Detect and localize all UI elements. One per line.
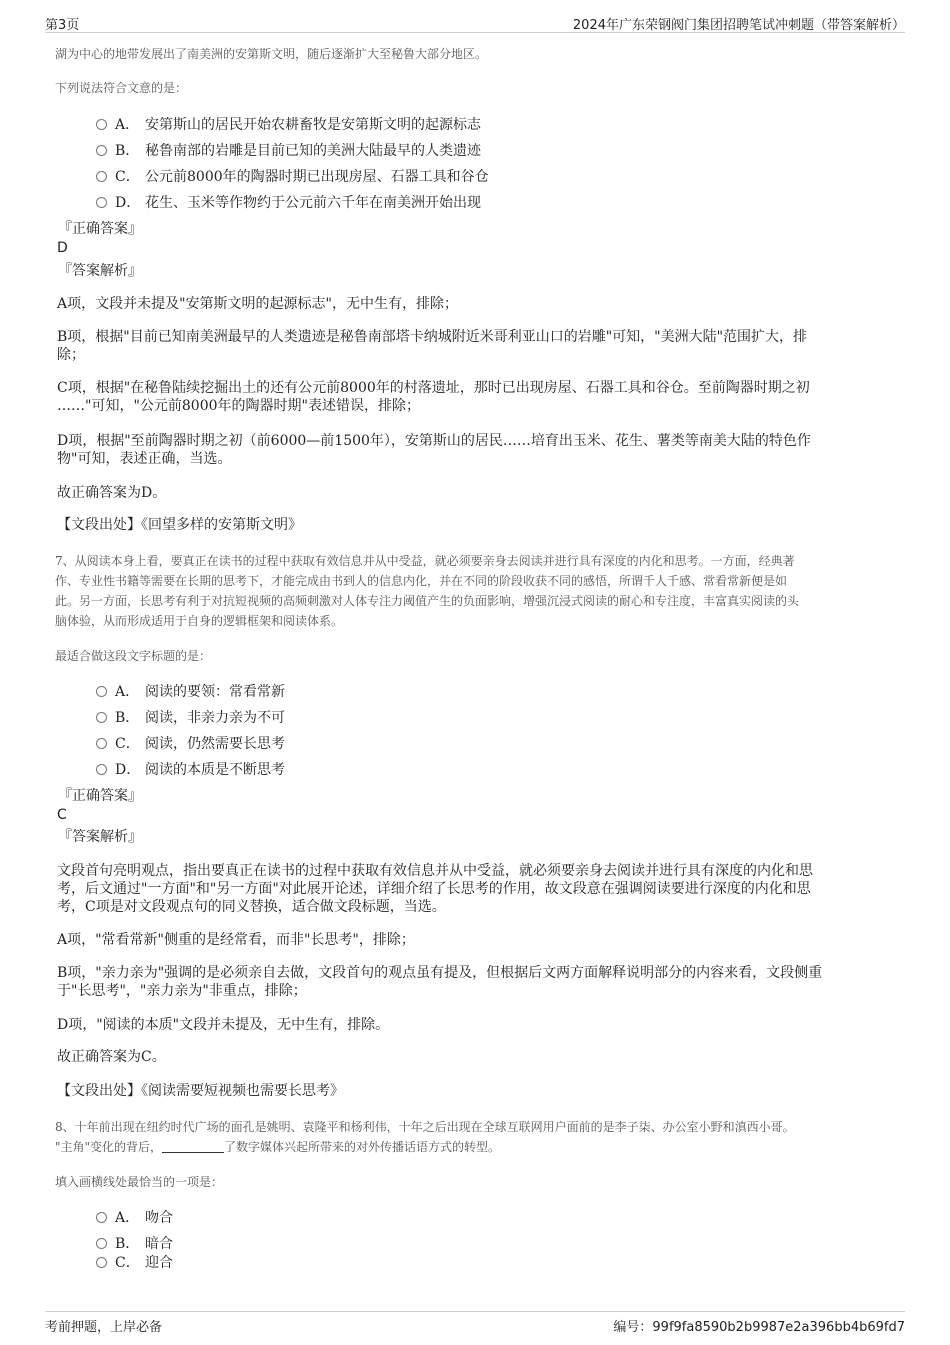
q6-analysis-b-line2: 除； [57, 347, 85, 363]
q7-option-a[interactable]: A． 阅读的要领：常看常新 [96, 681, 285, 701]
q6-passage-tail: 湖为中心的地带发展出了南美洲的安第斯文明，随后逐渐扩大至秘鲁大部分地区。 [55, 47, 488, 61]
radio-icon[interactable] [96, 712, 107, 723]
footer-slogan: 考前押题，上岸必备 [45, 1320, 163, 1335]
q8-passage-line2: "主角"变化的背后， 了数字媒体兴起所带来的对外传播话语方式的转型。 [55, 1140, 501, 1154]
q6-analysis-c-line2: ……"可知，"公元前8000年的陶器时期"表述错误，排除； [57, 398, 420, 414]
q7-passage-line3: 此。另一方面，长思考有利于对抗短视频的高频刺激对人体专注力阈值产生的负面影响，增强沉浸式阅读的耐心和专注度，丰富真实阅读的头 [55, 594, 800, 608]
q6-analysis-b-line1: B项，根据"目前已知南美洲最早的人类遗迹是秘鲁南部塔卡纳城附近米哥利亚山口的岩雕"可知，"美洲大陆"范围扩大，排 [57, 329, 808, 345]
q8-option-c[interactable]: C． 迎合 [96, 1252, 173, 1272]
radio-icon[interactable] [96, 686, 107, 697]
q6-analysis-d-line1: D项，根据"至前陶器时期之初（前6000—前1500年），安第斯山的居民……培育出玉米、花生、薯类等南美大陆的特色作 [57, 433, 811, 449]
q7-passage-line4: 脑体验，从而形成适用于自身的逻辑框架和阅读体系。 [55, 614, 344, 628]
q6-option-c[interactable]: C． 公元前8000年的陶器时期已出现房屋、石器工具和谷仓 [96, 166, 489, 186]
q6-option-d[interactable]: D． 花生、玉米等作物约于公元前六千年在南美洲开始出现 [96, 192, 481, 212]
q7-analysis-b-line1: B项，"亲力亲为"强调的是必须亲自去做，文段首句的观点虽有提及，但根据后文两方面解释说明部分的内容来看，文段侧重 [57, 965, 823, 981]
q7-analysis-a: A项，"常看常新"侧重的是经常看，而非"长思考"，排除； [57, 932, 415, 948]
q6-conclusion: 故正确答案为D。 [57, 485, 167, 501]
page-footer [45, 1311, 905, 1334]
q6-source: 【文段出处】《回望多样的安第斯文明》 [57, 517, 302, 533]
radio-icon[interactable] [96, 1257, 107, 1268]
q7-option-c[interactable]: C． 阅读，仍然需要长思考 [96, 733, 285, 753]
q7-conclusion: 故正确答案为C。 [57, 1049, 166, 1065]
q8-prompt: 填入画横线处最恰当的一项是： [55, 1175, 224, 1189]
q6-option-a[interactable]: A． 安第斯山的居民开始农耕畜牧是安第斯文明的起源标志 [96, 114, 481, 134]
radio-icon[interactable] [96, 764, 107, 775]
radio-icon[interactable] [96, 119, 107, 130]
document-code: 编号：99f9fa8590b2b9987e2a396bb4b69fd7 [613, 1320, 905, 1335]
q7-source: 【文段出处】《阅读需要短视频也需要长思考》 [57, 1083, 344, 1099]
fill-blank [162, 1140, 224, 1153]
document-title: 2024年广东荣钢阀门集团招聘笔试冲刺题（带答案解析） [572, 18, 905, 33]
q7-passage-line1: 7、从阅读本身上看，要真正在读书的过程中获取有效信息并从中受益，就必须要亲身去阅读并进行具有深度的内化和思考。一方面，经典著 [55, 554, 795, 568]
q7-analysis-b-line2: 于"长思考"，"亲力亲为"非重点，排除； [57, 983, 307, 999]
radio-icon[interactable] [96, 171, 107, 182]
q8-option-a[interactable]: A． 吻合 [96, 1207, 173, 1227]
page-number: 第3页 [45, 18, 80, 33]
radio-icon[interactable] [96, 1238, 107, 1249]
q6-answer: D [57, 240, 68, 256]
q7-analysis-line2: 考，后文通过"一方面"和"另一方面"对此展开论述，详细介绍了长思考的作用，故文段意在强调阅读要进行深度的内化和思 [57, 881, 811, 897]
page-header [45, 14, 905, 33]
q8-option-b[interactable]: B． 暗合 [96, 1233, 173, 1253]
radio-icon[interactable] [96, 197, 107, 208]
q7-option-b[interactable]: B． 阅读，非亲力亲为不可 [96, 707, 285, 727]
q7-answer: C [57, 807, 67, 823]
q7-passage-line2: 作、专业性书籍等需要在长期的思考下，才能完成由书到人的信息内化，并在不同的阶段收获不同的感悟，所谓千人千感、常看常新便是如 [55, 574, 788, 588]
q6-answer-heading: 『正确答案』 [58, 221, 142, 237]
q6-analysis-d-line2: 物"可知，表述正确，当选。 [57, 451, 232, 467]
q6-prompt: 下列说法符合文意的是： [55, 81, 188, 95]
radio-icon[interactable] [96, 738, 107, 749]
q6-option-b[interactable]: B． 秘鲁南部的岩雕是目前已知的美洲大陆最早的人类遗迹 [96, 140, 481, 160]
q7-prompt: 最适合做这段文字标题的是： [55, 649, 212, 663]
q6-analysis-c-line1: C项，根据"在秘鲁陆续挖掘出土的还有公元前8000年的村落遗址，那时已出现房屋、石器工具和谷仓。至前陶器时期之初 [57, 380, 810, 396]
q7-answer-heading: 『正确答案』 [58, 788, 142, 804]
q7-analysis-line3: 考，C项是对文段观点句的同义替换，适合做文段标题，当选。 [57, 899, 446, 915]
q7-analysis-line1: 文段首句亮明观点，指出要真正在读书的过程中获取有效信息并从中受益，就必须要亲身去阅读并进行具有深度的内化和思 [57, 863, 813, 879]
q7-option-d[interactable]: D． 阅读的本质是不断思考 [96, 759, 285, 779]
radio-icon[interactable] [96, 1212, 107, 1223]
q7-analysis-d: D项，"阅读的本质"文段并未提及，无中生有，排除。 [57, 1017, 390, 1033]
q6-analysis-heading: 『答案解析』 [58, 263, 142, 279]
q8-passage-line1: 8、十年前出现在纽约时代广场的面孔是姚明、袁隆平和杨利伟，十年之后出现在全球互联网用户面前的是李子柒、办公室小野和滇西小哥。 [55, 1120, 795, 1134]
radio-icon[interactable] [96, 145, 107, 156]
q6-analysis-a: A项，文段并未提及"安第斯文明的起源标志"，无中生有，排除； [57, 296, 458, 312]
q7-analysis-heading: 『答案解析』 [58, 829, 142, 845]
